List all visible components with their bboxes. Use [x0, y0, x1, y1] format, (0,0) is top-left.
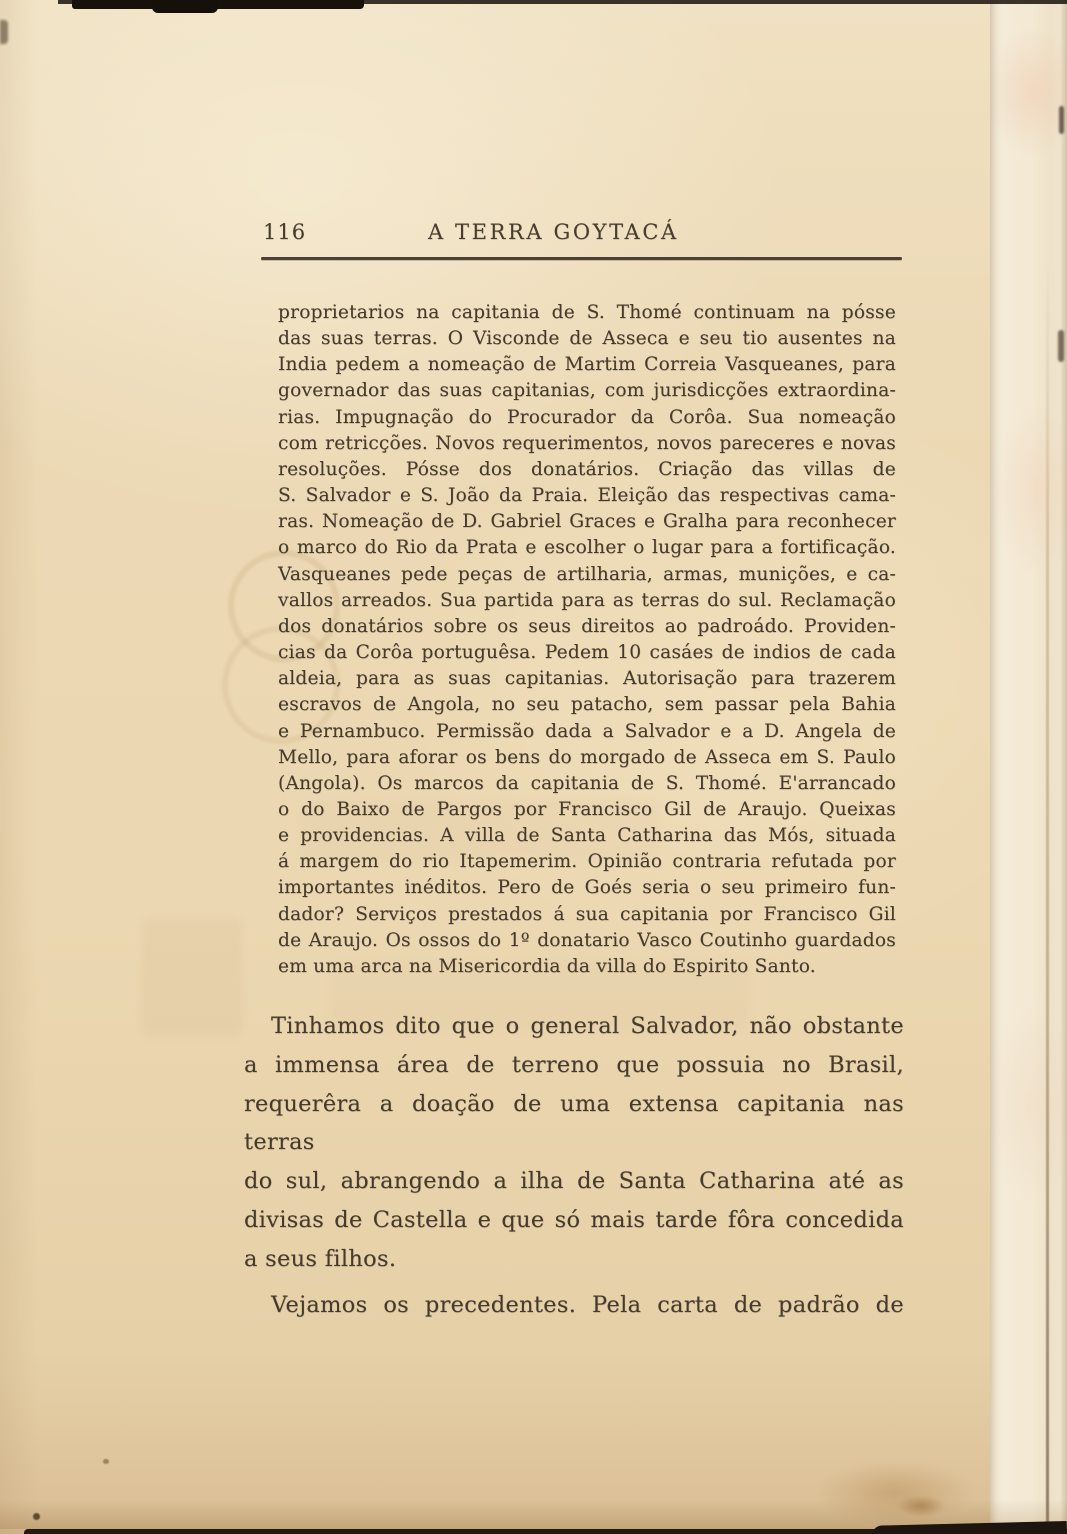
text-line: aldeia, para as suas capitanias. Autorisação para trazerem	[278, 668, 896, 690]
paragraph	[244, 1286, 904, 1325]
chapter-summary	[278, 300, 896, 980]
page-number: 116	[263, 220, 307, 244]
text-line: divisas de Castella e que só mais tarde fôra concedida	[244, 1206, 904, 1233]
text-line: importantes inéditos. Pero de Goés seria o seu primeiro fun-	[278, 877, 896, 899]
text-line: dador? Serviços prestados á sua capitania por Francisco Gil	[278, 903, 896, 925]
text-line: das suas terras. O Visconde de Asseca e seu tio ausentes na	[278, 328, 896, 350]
text-line: Vasqueanes pede peças de artilharia, armas, munições, e ca-	[278, 563, 896, 585]
text-line: em uma arca na Misericordia da villa do Espirito Santo.	[278, 955, 816, 977]
text-line: a seus filhos.	[244, 1245, 397, 1272]
text-line: de Araujo. Os ossos do 1º donatario Vasco Coutinho guardados	[278, 929, 896, 951]
book-fore-edge	[990, 0, 1067, 1534]
text-line: á margem do rio Itapemerim. Opinião contraria refutada por	[278, 851, 896, 873]
text-line: cias da Corôa portuguêsa. Pedem 10 casáes de indios de cada	[278, 642, 896, 664]
text-line: Tinhamos dito que o general Salvador, não obstante	[271, 1013, 904, 1039]
text-line: vallos arreados. Sua partida para as terras do sul. Reclamação	[278, 589, 896, 611]
running-title: A TERRA GOYTACÁ	[428, 220, 679, 244]
paper-speck	[33, 1513, 40, 1520]
text-line: Vejamos os precedentes. Pela carta de padrão de	[271, 1291, 904, 1318]
text-line: a immensa área de terreno que possuia no Brasil,	[244, 1051, 904, 1078]
paragraph	[244, 1007, 904, 1279]
text-line: Mello, para aforar os bens do morgado de Asseca em S. Paulo	[278, 746, 896, 768]
fore-edge-crease	[1046, 260, 1049, 1534]
header-rule	[261, 257, 902, 260]
scan-edge-left-mark	[0, 20, 8, 44]
body-text	[244, 1007, 904, 1324]
scan-edge-right	[1060, 0, 1067, 1534]
text-line: e Pernambuco. Permissão dada a Salvador e a D. Angela de	[278, 720, 896, 742]
text-line: India pedem a nomeação de Martim Correia Vasqueanes, para	[278, 354, 896, 376]
text-line: do sul, abrangendo a ilha de Santa Catharina até as	[244, 1168, 904, 1195]
text-line: escravos de Angola, no seu patacho, sem passar pela Bahia	[278, 694, 896, 716]
text-line: governador das suas capitanias, com jurisdicções extraordina-	[278, 380, 896, 402]
text-line: com retricções. Novos requerimentos, novos pareceres e novas	[278, 432, 896, 454]
text-line: ras. Nomeação de D. Gabriel Graces e Gralha para reconhecer	[278, 511, 896, 533]
edge-mark	[1059, 106, 1064, 134]
text-line: dos donatários sobre os seus direitos ao padroádo. Providen-	[278, 615, 896, 637]
text-line: o do Baixo de Pargos por Francisco Gil de Araujo. Queixas	[278, 798, 896, 820]
scan-edge-top-dark	[72, 0, 364, 9]
text-line: (Angola). Os marcos da capitania de S. Thomé. E'arrancado	[278, 772, 896, 794]
paper-stain	[815, 1462, 975, 1524]
paper-stain	[898, 1496, 944, 1516]
text-line: resoluções. Pósse dos donatários. Criação das villas de	[278, 458, 896, 480]
paper-speck	[103, 1459, 109, 1464]
edge-mark	[1058, 330, 1064, 362]
text-line: proprietarios na capitania de S. Thomé continuam na pósse	[278, 302, 896, 323]
text-line: e providencias. A villa de Santa Catharina das Mós, situada	[278, 825, 896, 847]
show-through-mark	[142, 918, 242, 1036]
text-line: rias. Impugnação do Procurador da Corôa. Sua nomeação	[278, 406, 896, 428]
scan-edge-top-dark	[152, 0, 218, 13]
text-line: S. Salvador e S. João da Praia. Eleição das respectivas cama-	[278, 485, 896, 507]
text-line: o marco do Rio da Prata e escolher o lugar para a fortificação.	[278, 537, 896, 559]
text-line: requerêra a doação de uma extensa capitania nas terras	[244, 1090, 904, 1156]
